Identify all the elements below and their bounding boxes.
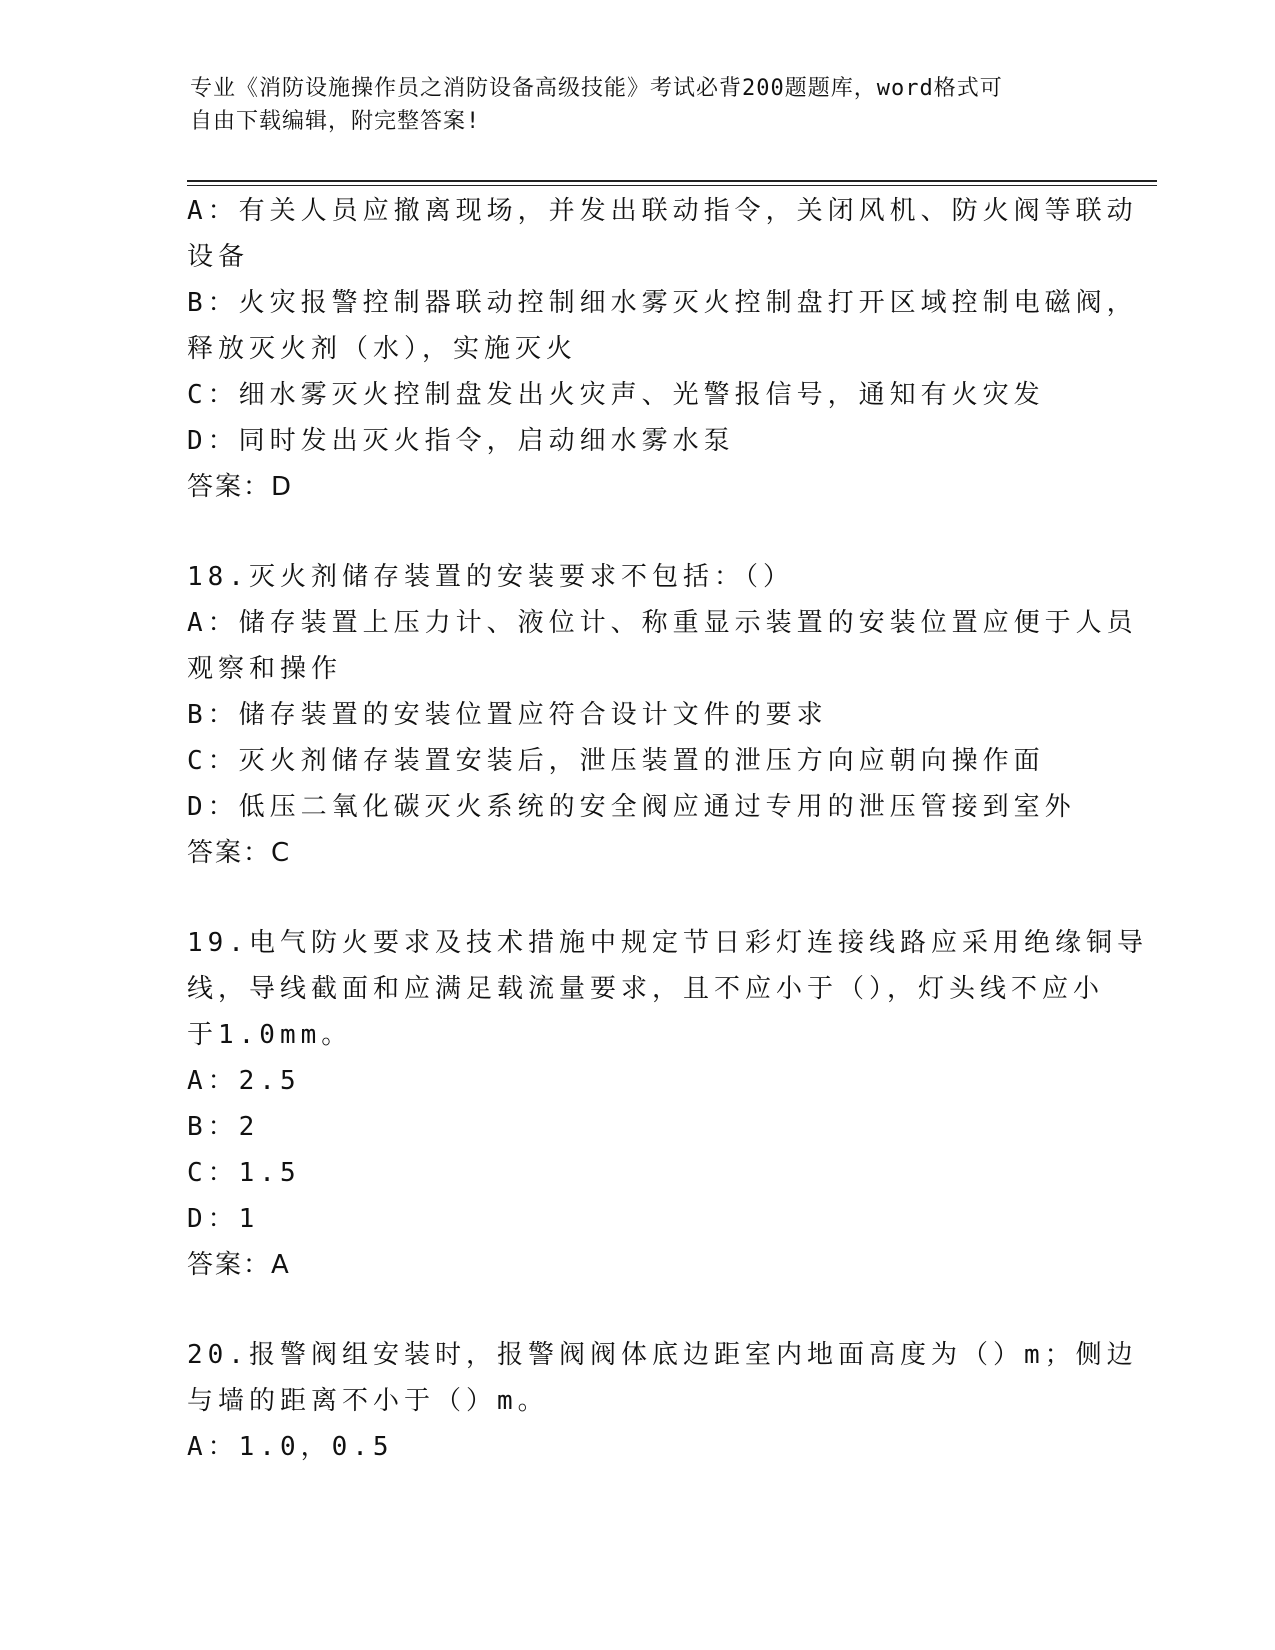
- option-d: D：低压二氧化碳灭火系统的安全阀应通过专用的泄压管接到室外: [187, 792, 1076, 822]
- question-stem-line-1: 19.电气防火要求及技术措施中规定节日彩灯连接线路应采用绝缘铜导: [187, 928, 1148, 958]
- question-stem-line-2: 线，导线截面和应满足载流量要求，且不应小于（），灯头线不应小: [187, 974, 1105, 1004]
- question-stem-line-3: 于1.0mm。: [187, 1020, 353, 1050]
- option-a: A：1.0，0.5: [187, 1432, 394, 1462]
- answer: 答案：A: [187, 1250, 291, 1280]
- spacer: [187, 876, 1087, 920]
- header-divider-thick: [187, 180, 1157, 182]
- option-b: B：储存装置的安装位置应符合设计文件的要求: [187, 700, 828, 730]
- option-c: C：灭火剂储存装置安装后，泄压装置的泄压方向应朝向操作面: [187, 746, 1045, 776]
- header-line-2: 自由下载编辑，附完整答案!: [190, 109, 481, 134]
- spacer: [187, 510, 1087, 554]
- option-a-line-1: A：有关人员应撤离现场，并发出联动指令，关闭风机、防火阀等联动: [187, 196, 1138, 226]
- question-stem: 18.灭火剂储存装置的安装要求不包括：（）: [187, 562, 794, 592]
- option-d: D：同时发出灭火指令，启动细水雾水泵: [187, 426, 735, 456]
- option-b-line-1: B：火灾报警控制器联动控制细水雾灭火控制盘打开区域控制电磁阀，: [187, 288, 1138, 318]
- question-list: [187, 188, 1148, 1470]
- option-b: B：2: [187, 1112, 260, 1142]
- question-stem-line-1: 20.报警阀组安装时，报警阀阀体底边距室内地面高度为（）m；侧边: [187, 1340, 1138, 1370]
- option-a-line-1: A：储存装置上压力计、液位计、称重显示装置的安装位置应便于人员: [187, 608, 1138, 638]
- option-a: A：2.5: [187, 1066, 301, 1096]
- option-b-line-2: 释放灭火剂（水），实施灭火: [187, 334, 578, 364]
- option-d: D：1: [187, 1204, 260, 1234]
- header-divider-thin: [187, 185, 1157, 186]
- header-line-1: 专业《消防设施操作员之消防设备高级技能》考试必背200题题库，word格式可: [190, 76, 1003, 101]
- answer: 答案：C: [187, 838, 292, 868]
- question-19: [187, 920, 1148, 1288]
- question-stem-line-2: 与墙的距离不小于（）m。: [187, 1386, 549, 1416]
- question-20: [187, 1332, 1138, 1470]
- answer: 答案：D: [187, 472, 294, 502]
- option-a-line-2: 设备: [187, 242, 250, 272]
- document-header: [190, 72, 1070, 138]
- option-c: C：1.5: [187, 1158, 301, 1188]
- question-18: [187, 554, 1138, 876]
- question-17: [187, 188, 1138, 510]
- option-c: C：细水雾灭火控制盘发出火灾声、光警报信号，通知有火灾发: [187, 380, 1045, 410]
- option-a-line-2: 观察和操作: [187, 654, 343, 684]
- spacer: [187, 1288, 1087, 1332]
